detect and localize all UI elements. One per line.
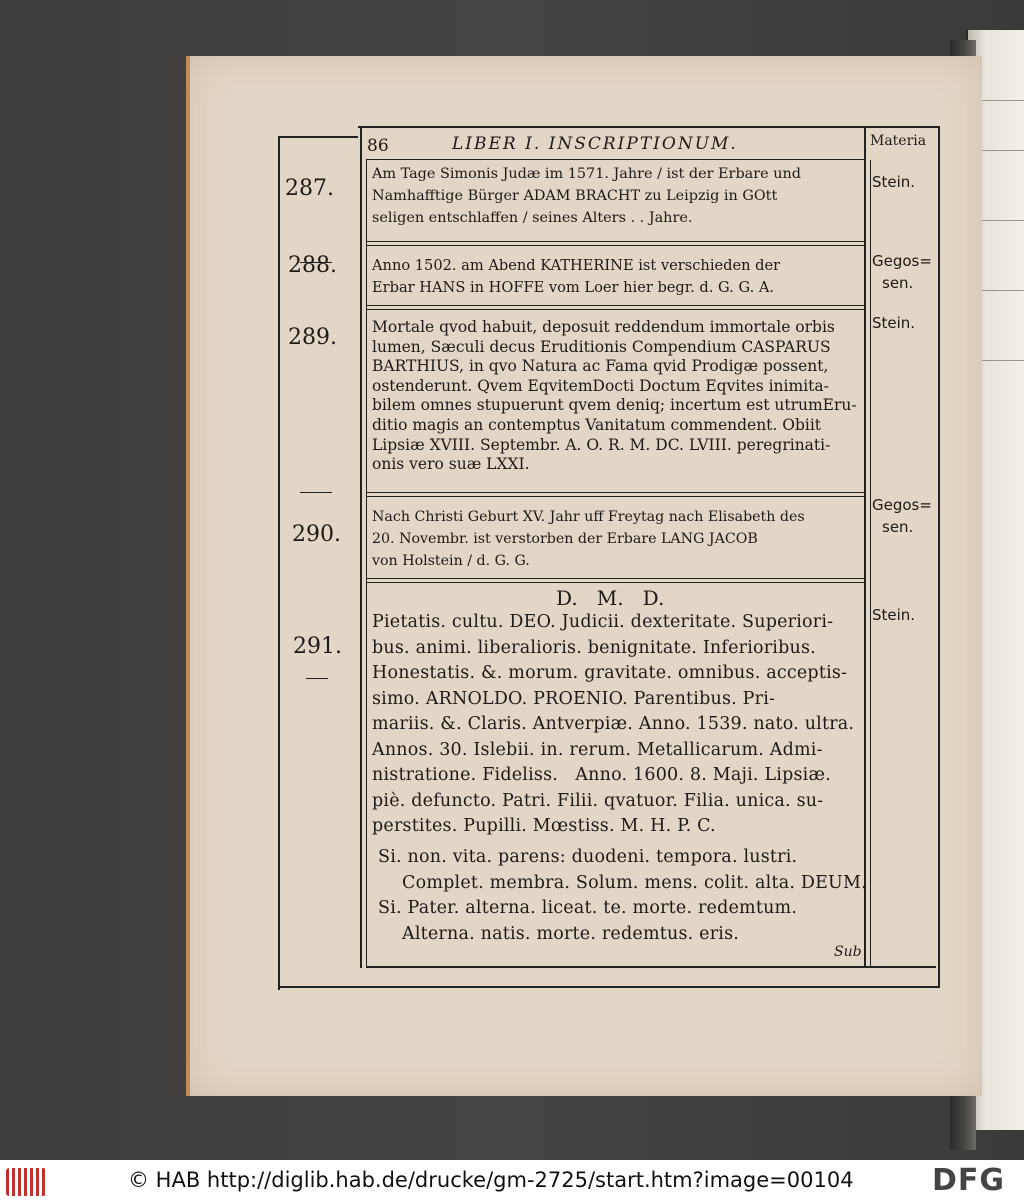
inscription-heading: D. M. D.: [556, 586, 665, 610]
entry-materia: Gegos=: [872, 252, 932, 270]
entry-line: Erbar HANS in HOFFE vom Loer hier begr. d. G. G. A.: [372, 279, 775, 296]
verse-line: Si. Pater. alterna. liceat. te. morte. redemtum.: [378, 898, 798, 918]
entry-separator: [366, 241, 864, 242]
running-title: LIBER I. INSCRIPTIONUM.: [452, 134, 738, 154]
text-col-left-rule: [360, 126, 362, 968]
entry-number: 288.: [288, 253, 337, 278]
entry-line: ostenderunt. Qvem EqvitemDocti Doctum Eqvites inimita-: [372, 377, 829, 395]
bottom-inner-rule: [366, 966, 936, 968]
entry-separator: [366, 305, 864, 306]
entry-line: Mortale qvod habuit, deposuit reddendum immortale orbis: [372, 318, 835, 336]
viewer-footer: [0, 1160, 1024, 1204]
entry-number: 289.: [288, 325, 337, 350]
hab-logo-icon: [6, 1168, 46, 1196]
materia-col-rule-inner: [870, 160, 871, 968]
entry-line: Annos. 30. Islebii. in. rerum. Metallicarum. Admi-: [372, 740, 823, 760]
entry-number: 287.: [285, 176, 334, 201]
entry-line: nistratione. Fideliss. Anno. 1600. 8. Maji. Lipsiæ.: [372, 765, 831, 785]
materia-col-rule: [864, 126, 866, 968]
entry-separator: [366, 496, 864, 497]
entry-line: lumen, Sæculi decus Eruditionis Compendium CASPARUS: [372, 338, 831, 356]
entry-line: Anno 1502. am Abend KATHERINE ist verschieden der: [372, 257, 781, 274]
entry-line: Lipsiæ XVIII. Septembr. A. O. R. M. DC. LVIII. peregrinati-: [372, 436, 831, 454]
verse-line: Complet. membra. Solum. mens. colit. alta. DEUM.: [402, 873, 867, 893]
entry-line: onis vero suæ LXXI.: [372, 455, 530, 473]
entry-line: Pietatis. cultu. DEO. Judicii. dexteritate. Superiori-: [372, 612, 834, 632]
entry-line: piè. defuncto. Patri. Filii. qvatuor. Filia. unica. su-: [372, 791, 824, 811]
entry-materia: sen.: [882, 274, 914, 292]
number-dash: [300, 492, 332, 493]
copyright-credit: © HAB http://diglib.hab.de/drucke/gm-2725/start.htm?image=00104: [128, 1168, 854, 1192]
catchword: Sub: [834, 944, 862, 960]
frame-top-rule: [278, 136, 358, 138]
verse-line: Si. non. vita. parens: duodeni. tempora. lustri.: [378, 847, 798, 867]
entry-line: simo. ARNOLDO. PROENIO. Parentibus. Pri-: [372, 689, 776, 709]
entry-line: Nach Christi Geburt XV. Jahr uff Freytag nach Elisabeth des: [372, 509, 805, 525]
entry-line: ditio magis an contemptus Vanitatum commendent. Obiit: [372, 416, 822, 434]
text-col-left-rule-inner: [366, 160, 367, 968]
header-underline: [366, 159, 864, 160]
entry-separator: [366, 245, 864, 246]
entry-separator: [366, 492, 864, 493]
entry-line: Am Tage Simonis Judæ im 1571. Jahre / ist der Erbare und: [372, 166, 801, 182]
entry-separator: [366, 309, 864, 310]
page-number: 86: [367, 136, 389, 156]
entry-line: mariis. &. Claris. Antverpiæ. Anno. 1539. nato. ultra.: [372, 714, 855, 734]
frame-bottom-rule: [278, 986, 940, 988]
entry-separator: [366, 578, 864, 579]
frame-left-rule: [278, 136, 280, 990]
entry-separator: [366, 582, 864, 583]
entry-line: Namhafftige Bürger ADAM BRACHT zu Leipzig in GOtt: [372, 188, 778, 204]
entry-line: BARTHIUS, in qvo Natura ac Fama qvid Prodigæ possent,: [372, 357, 829, 375]
materia-column-header: Materia: [870, 133, 927, 149]
entry-materia: sen.: [882, 518, 914, 536]
entry-materia: Gegos=: [872, 496, 932, 514]
entry-line: perstites. Pupilli. Mœstiss. M. H. P. C.: [372, 816, 716, 836]
entry-line: bus. animi. liberalioris. benignitate. Inferioribus.: [372, 638, 816, 658]
entry-materia: Stein.: [872, 173, 916, 191]
frame-right-rule: [938, 126, 940, 988]
entry-materia: Stein.: [872, 314, 916, 332]
entry-line: seligen entschlaffen / seines Alters . . Jahre.: [372, 210, 693, 226]
entry-number: 291.: [293, 634, 342, 659]
entry-line: 20. Novembr. ist verstorben der Erbare LANG JACOB: [372, 531, 758, 547]
entry-line: von Holstein / d. G. G.: [372, 553, 530, 569]
entry-materia: Stein.: [872, 606, 916, 624]
entry-number: 290.: [292, 522, 341, 547]
entry-line: Honestatis. &. morum. gravitate. omnibus. acceptis-: [372, 663, 848, 683]
dfg-logo: DFG: [932, 1163, 1006, 1198]
entry-line: bilem omnes stupuerunt qvem deniq; incertum est utrumEru-: [372, 396, 857, 414]
verse-line: Alterna. natis. morte. redemtus. eris.: [402, 924, 740, 944]
header-rule: [358, 126, 940, 128]
number-dash: [306, 678, 328, 679]
